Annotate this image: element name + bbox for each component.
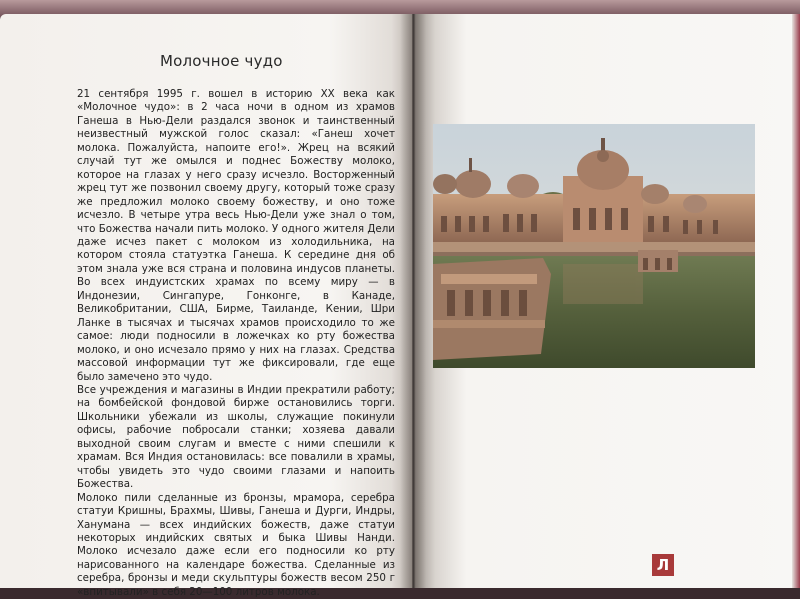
book-edge <box>792 14 800 588</box>
article-body <box>77 88 395 599</box>
paragraph-2: Все учреждения и магазины в Индии прекратили работу; на бомбейской фондовой бирже остановились торги. Школьники убежали из школы, служащие покинули офисы, рабочие побросали станки; хозяева давали выходной своим слугам и вместе с ними спешили к храмам. Вся Индия остановилась: все повалили в храмы, чтобы увидеть это чудо своими глазами и напоить Божества. <box>77 383 395 491</box>
page-title: Молочное чудо <box>160 52 283 70</box>
book-gutter <box>400 14 426 588</box>
temple-lake-photo <box>433 124 755 368</box>
publisher-logo <box>652 554 674 576</box>
logo-letter: Л <box>656 556 670 574</box>
photo-illustration <box>433 124 755 368</box>
paragraph-3: Молоко пили сделанные из бронзы, мрамора, серебра статуи Кришны, Брахмы, Шивы, Ганеша и Дурги, Индры, Ханумана — всех индийских божеств, даже статуи некоторых индийских святых и быка Шивы Нанди. Молоко исчезало даже если его подносили ко рту нарисованного на календаре божества. Сделанные из серебра, бронзы и меди скульптуры божеств весом 250 г «впитывали» в себя 20—100 литров молока. <box>77 491 395 598</box>
paragraph-1: 21 сентября 1995 г. вошел в историю XX века как «Молочное чудо»: в 2 часа ночи в одном из храмов Ганеша в Нью-Дели раздался звонок и таинственный неизвестный мужской голос сказал: «Ганеш хочет молока. Пожалуйста, напоите его!». Жрец на всякий случай тут же омылся и поднес Божеству молоко, которое на глазах у него сразу исчезло. Восторженный жрец тут же позвонил своему другу, который тоже сразу же предложил молоко своему божеству, и оно тоже исчезло. В четыре утра весь Нью-Дели уже знал о том, что Божества начали пить молоко. У одного жителя Дели даже исчез пакет с молоком из холодильника, на котором стояла статуэтка Ганеша. К середине дня об этом знала уже вся страна и половина индусов планеты. Во всех индуистских храмах по всему миру — в Индонезии, Сингапуре, Гонконге, в Канаде, Великобритании, США, Бирме, Таиланде, Кении, Шри Ланке в тысячах и тысячах храмов происходило то же самое: люди подносили в ложечках ко рту божества молоко, и оно исчезало прямо у них на глазах. Средства массовой информации тут же фиксировали, где еще было замечено это чудо. <box>77 88 395 383</box>
